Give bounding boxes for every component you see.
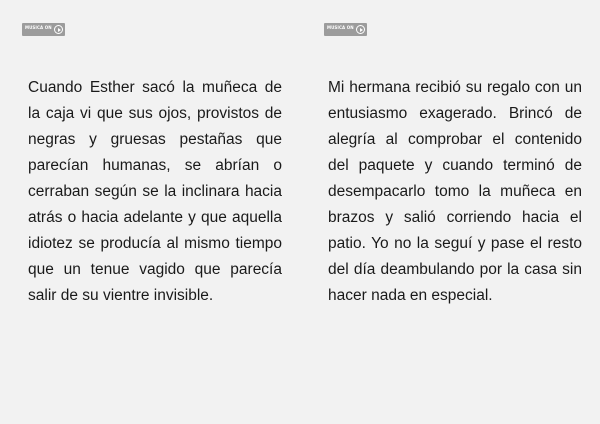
audio-toggle-button[interactable] xyxy=(324,23,367,36)
audio-toggle-label: MUSICA ON xyxy=(25,25,52,30)
play-icon xyxy=(54,25,63,34)
right-page xyxy=(300,0,600,424)
audio-toggle-button[interactable] xyxy=(22,23,65,36)
play-icon xyxy=(356,25,365,34)
audio-toggle-label: MUSICA ON xyxy=(327,25,354,30)
story-paragraph: Mi hermana recibió su regalo con un entusiasmo exagerado. Brincó de alegría al comprobar el contenido del paquete y cuando terminó de desempacarlo tomo la muñeca en brazos y salió corriendo hacia el patio. Yo no la seguí y pase el resto del día deambulando por la casa sin hacer nada en especial. xyxy=(328,79,582,304)
story-paragraph: Cuando Esther sacó la muñeca de la caja vi que sus ojos, provistos de negras y gruesas pestañas que parecían humanas, se abrían o cerraban según se la inclinara hacia atrás o hacia adelante y que aquella idiotez se producía al mismo tiempo que un tenue vagido que parecía salir de su vientre invisible. xyxy=(28,79,282,304)
